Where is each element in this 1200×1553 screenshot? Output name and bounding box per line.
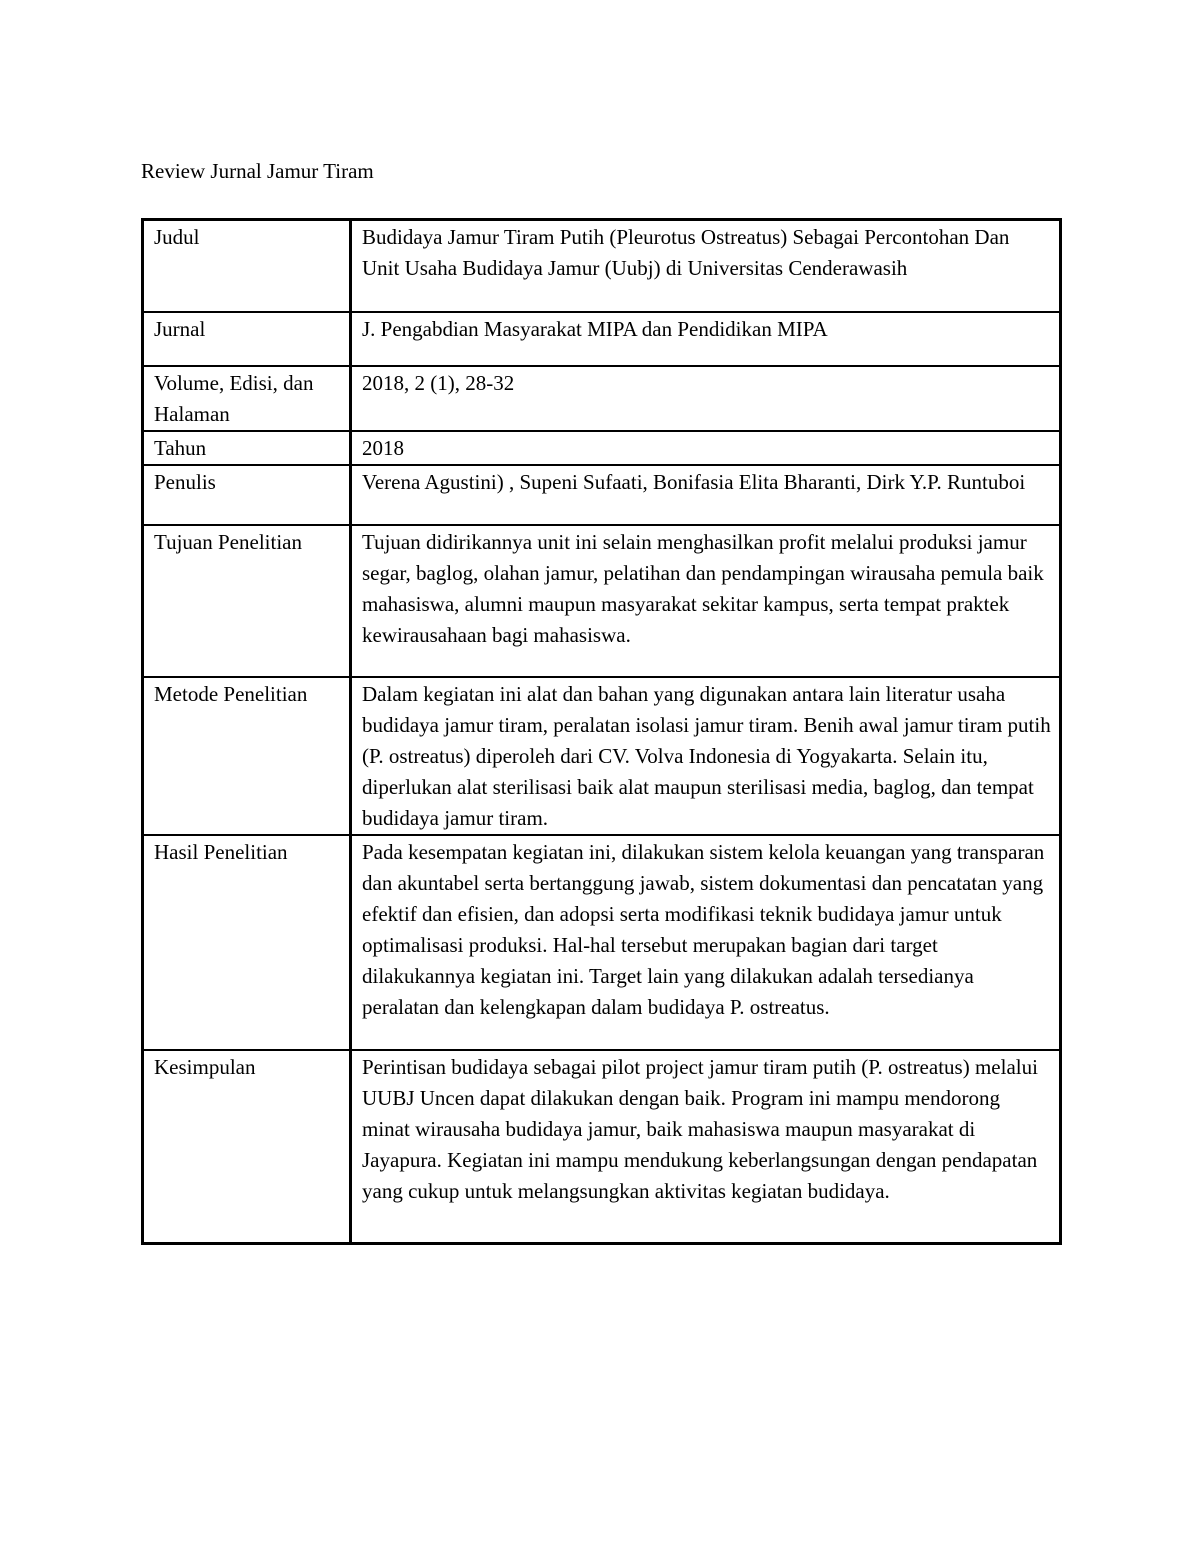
- row-value-metode: Dalam kegiatan ini alat dan bahan yang digunakan antara lain literatur usaha budidaya jamur tiram, peralatan isolasi jamur tiram. Benih awal jamur tiram putih (P. ostreatus) diperoleh dari CV. Volva Indonesia di Yogyakarta. Selain itu, diperlukan alat sterilisasi baik alat maupun sterilisasi media, baglog, dan tempat budidaya jamur tiram.: [351, 677, 1061, 835]
- table-row-hasil: [143, 835, 1061, 1050]
- row-label-tahun: Tahun: [143, 431, 351, 465]
- table-row-tahun: [143, 431, 1061, 465]
- row-value-tujuan: Tujuan didirikannya unit ini selain menghasilkan profit melalui produksi jamur segar, baglog, olahan jamur, pelatihan dan pendampingan wirausaha pemula baik mahasiswa, alumni maupun masyarakat sekitar kampus, serta tempat praktek kewirausahaan bagi mahasiswa.: [351, 525, 1061, 677]
- review-table: [141, 218, 1062, 1245]
- row-value-penulis: Verena Agustini) , Supeni Sufaati, Bonifasia Elita Bharanti, Dirk Y.P. Runtuboi: [351, 465, 1061, 525]
- table-row-kesimpulan: [143, 1050, 1061, 1244]
- row-label-tujuan: Tujuan Penelitian: [143, 525, 351, 677]
- page-title: Review Jurnal Jamur Tiram: [141, 159, 374, 183]
- row-label-jurnal: Jurnal: [143, 312, 351, 366]
- row-value-tahun: 2018: [351, 431, 1061, 465]
- row-label-judul: Judul: [143, 220, 351, 312]
- row-value-jurnal: J. Pengabdian Masyarakat MIPA dan Pendidikan MIPA: [351, 312, 1061, 366]
- table-row-metode: [143, 677, 1061, 835]
- row-value-judul: Budidaya Jamur Tiram Putih (Pleurotus Ostreatus) Sebagai Percontohan Dan Unit Usaha Budidaya Jamur (Uubj) di Universitas Cenderawasih: [351, 220, 1061, 312]
- table-row-jurnal: [143, 312, 1061, 366]
- row-value-kesimpulan: Perintisan budidaya sebagai pilot project jamur tiram putih (P. ostreatus) melalui UUBJ Uncen dapat dilakukan dengan baik. Program ini mampu mendorong minat wirausaha budidaya jamur, baik mahasiswa maupun masyarakat di Jayapura. Kegiatan ini mampu mendukung keberlangsungan dengan pendapatan yang cukup untuk melangsungkan aktivitas kegiatan budidaya.: [351, 1050, 1061, 1244]
- row-label-kesimpulan: Kesimpulan: [143, 1050, 351, 1244]
- row-value-hasil: Pada kesempatan kegiatan ini, dilakukan sistem kelola keuangan yang transparan dan akuntabel serta bertanggung jawab, sistem dokumentasi dan pencatatan yang efektif dan efisien, dan adopsi serta modifikasi teknik budidaya jamur untuk optimalisasi produksi. Hal-hal tersebut merupakan bagian dari target dilakukannya kegiatan ini. Target lain yang dilakukan adalah tersedianya peralatan dan kelengkapan dalam budidaya P. ostreatus.: [351, 835, 1061, 1050]
- table-row-judul: [143, 220, 1061, 312]
- table-row-volume: [143, 366, 1061, 431]
- table-row-tujuan: [143, 525, 1061, 677]
- table-row-penulis: [143, 465, 1061, 525]
- row-label-metode: Metode Penelitian: [143, 677, 351, 835]
- row-label-hasil: Hasil Penelitian: [143, 835, 351, 1050]
- row-label-volume: Volume, Edisi, dan Halaman: [143, 366, 351, 431]
- row-label-penulis: Penulis: [143, 465, 351, 525]
- row-value-volume: 2018, 2 (1), 28-32: [351, 366, 1061, 431]
